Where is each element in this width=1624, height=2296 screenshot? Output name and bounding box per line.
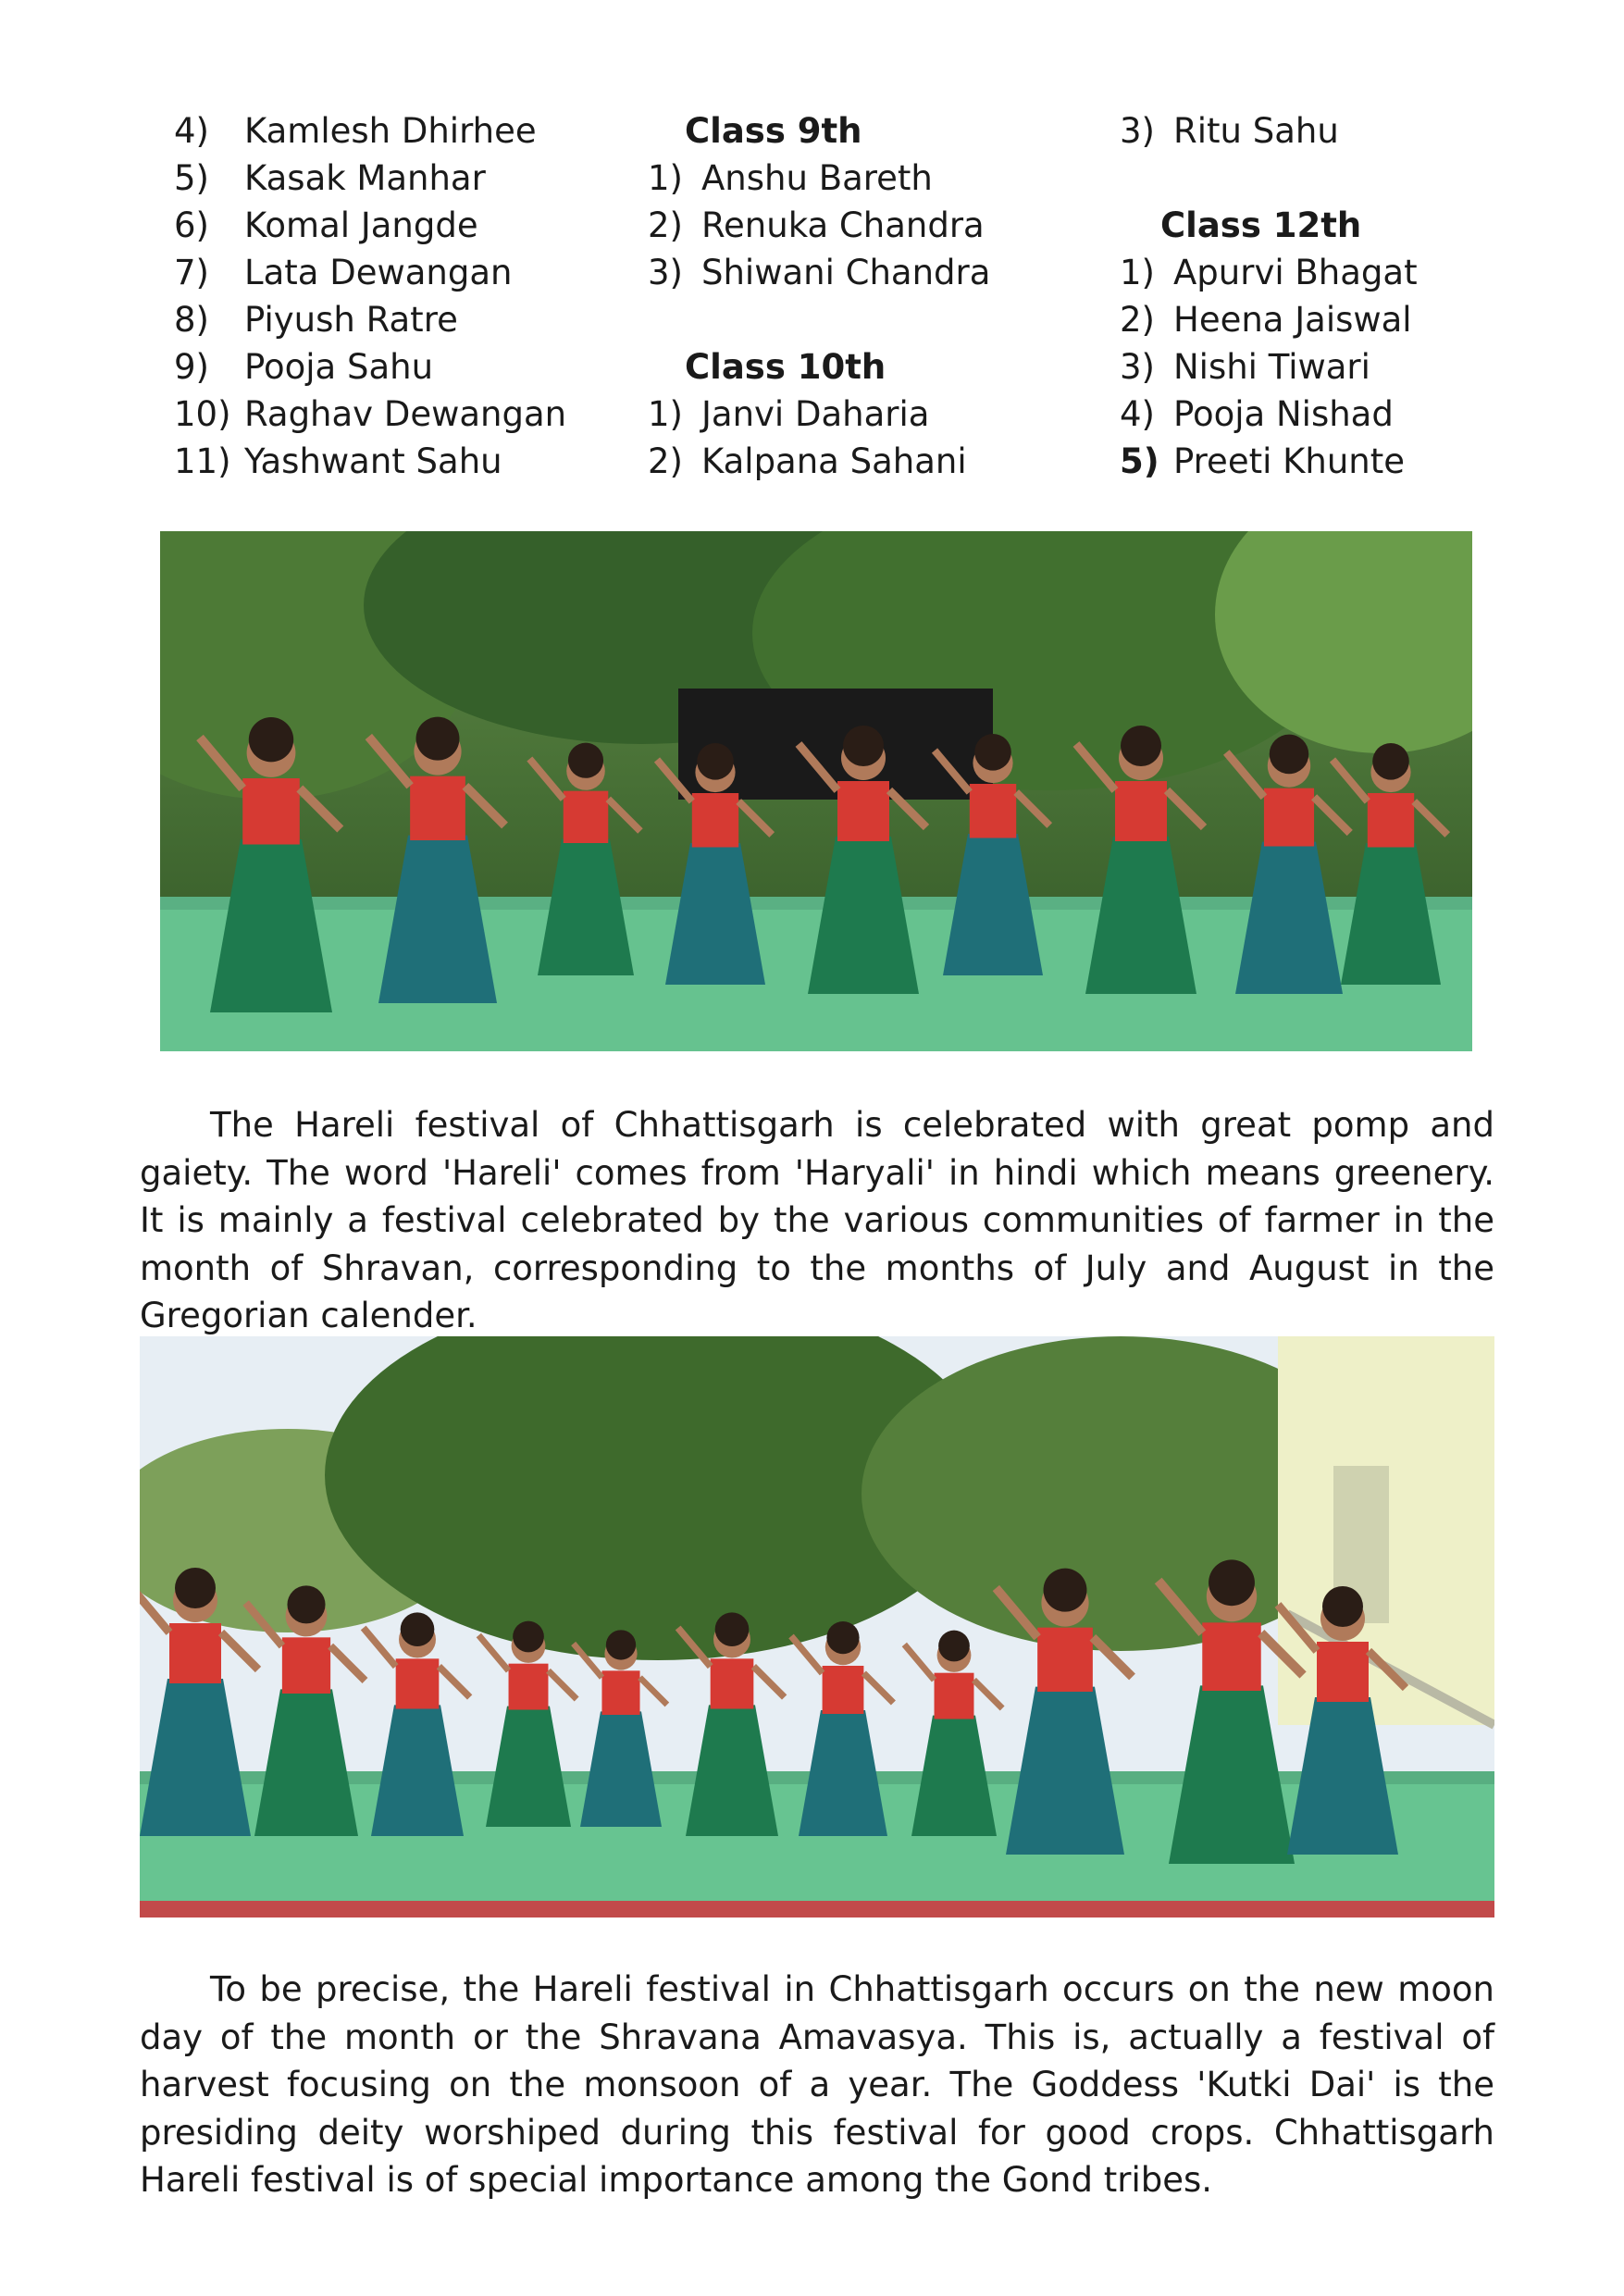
student-item — [174, 249, 618, 296]
student-name: Nishi Tiwari — [1173, 347, 1370, 387]
student-number: 1) — [648, 158, 683, 198]
student-number: 2) — [648, 441, 683, 481]
name-column-2 — [648, 107, 1092, 485]
student-number: 9) — [174, 347, 209, 387]
student-number: 4) — [174, 111, 209, 151]
student-item — [648, 155, 1092, 202]
name-column-1 — [174, 107, 618, 485]
student-number: 3) — [1120, 111, 1155, 151]
student-name: Piyush Ratre — [244, 300, 458, 340]
student-name: Anshu Bareth — [701, 158, 933, 198]
student-number: 1) — [648, 394, 683, 434]
student-name: Komal Jangde — [244, 205, 478, 245]
student-number: 7) — [174, 253, 209, 292]
student-name: Kasak Manhar — [244, 158, 486, 198]
student-name: Apurvi Bhagat — [1173, 253, 1418, 292]
student-name: Lata Dewangan — [244, 253, 513, 292]
class-heading: Class 9th — [685, 111, 862, 151]
student-item — [1120, 438, 1545, 485]
student-number: 2) — [1120, 300, 1155, 340]
student-item — [174, 343, 618, 391]
student-name: Heena Jaiswal — [1173, 300, 1412, 340]
student-item — [648, 202, 1092, 249]
name-column-3 — [1120, 107, 1545, 485]
student-item — [1120, 391, 1545, 438]
student-number: 5) — [1120, 441, 1159, 481]
student-name: Renuka Chandra — [701, 205, 985, 245]
student-item — [174, 107, 618, 155]
student-name: Pooja Nishad — [1173, 394, 1394, 434]
student-name: Pooja Sahu — [244, 347, 434, 387]
student-number: 11) — [174, 441, 231, 481]
student-item — [174, 391, 618, 438]
dance-photo-1 — [160, 531, 1472, 1051]
student-number: 2) — [648, 205, 683, 245]
student-item — [174, 296, 618, 343]
student-item — [1120, 296, 1545, 343]
student-name: Ritu Sahu — [1173, 111, 1339, 151]
student-item — [174, 155, 618, 202]
student-number: 1) — [1120, 253, 1155, 292]
student-item — [174, 438, 618, 485]
student-name: Shiwani Chandra — [701, 253, 991, 292]
student-name: Raghav Dewangan — [244, 394, 567, 434]
student-item — [174, 202, 618, 249]
student-item — [648, 249, 1092, 296]
student-item — [1120, 249, 1545, 296]
spacer — [1120, 155, 1545, 202]
class-heading: Class 12th — [1160, 205, 1362, 245]
student-name: Preeti Khunte — [1173, 441, 1406, 481]
student-number: 5) — [174, 158, 209, 198]
student-name: Kamlesh Dhirhee — [244, 111, 537, 151]
class-heading: Class 10th — [685, 347, 886, 387]
student-name: Kalpana Sahani — [701, 441, 967, 481]
spacer — [648, 296, 1092, 343]
student-number: 6) — [174, 205, 209, 245]
student-number: 3) — [648, 253, 683, 292]
student-number: 8) — [174, 300, 209, 340]
student-number: 10) — [174, 394, 231, 434]
student-name: Yashwant Sahu — [244, 441, 502, 481]
student-number: 3) — [1120, 347, 1155, 387]
student-item — [648, 438, 1092, 485]
student-name: Janvi Daharia — [701, 394, 930, 434]
student-item — [648, 391, 1092, 438]
paragraph-hareli-details: To be precise, the Hareli festival in Chhattisgarh occurs on the new moon day of the month or the Shravana Amavasya. This is, actually a festival of harvest focusing on the monsoon of a year. The Goddess 'Kutki Dai' is the presiding deity worshiped during this festival for good crops. Chhattisgarh Hareli festival is of special importance among the Gond tribes. — [140, 1969, 1494, 2200]
student-item — [1120, 343, 1545, 391]
paragraph-hareli-intro: The Hareli festival of Chhattisgarh is celebrated with great pomp and gaiety. The word 'Hareli' comes from 'Haryali' in hindi which means greenery. It is mainly a festival celebrated by the various communities of farmer in the month of Shravan, corresponding to the months of July and August in the Gregorian calender. — [140, 1105, 1494, 1335]
dance-photo-2 — [140, 1336, 1494, 1917]
student-item — [1120, 107, 1545, 155]
student-number: 4) — [1120, 394, 1155, 434]
